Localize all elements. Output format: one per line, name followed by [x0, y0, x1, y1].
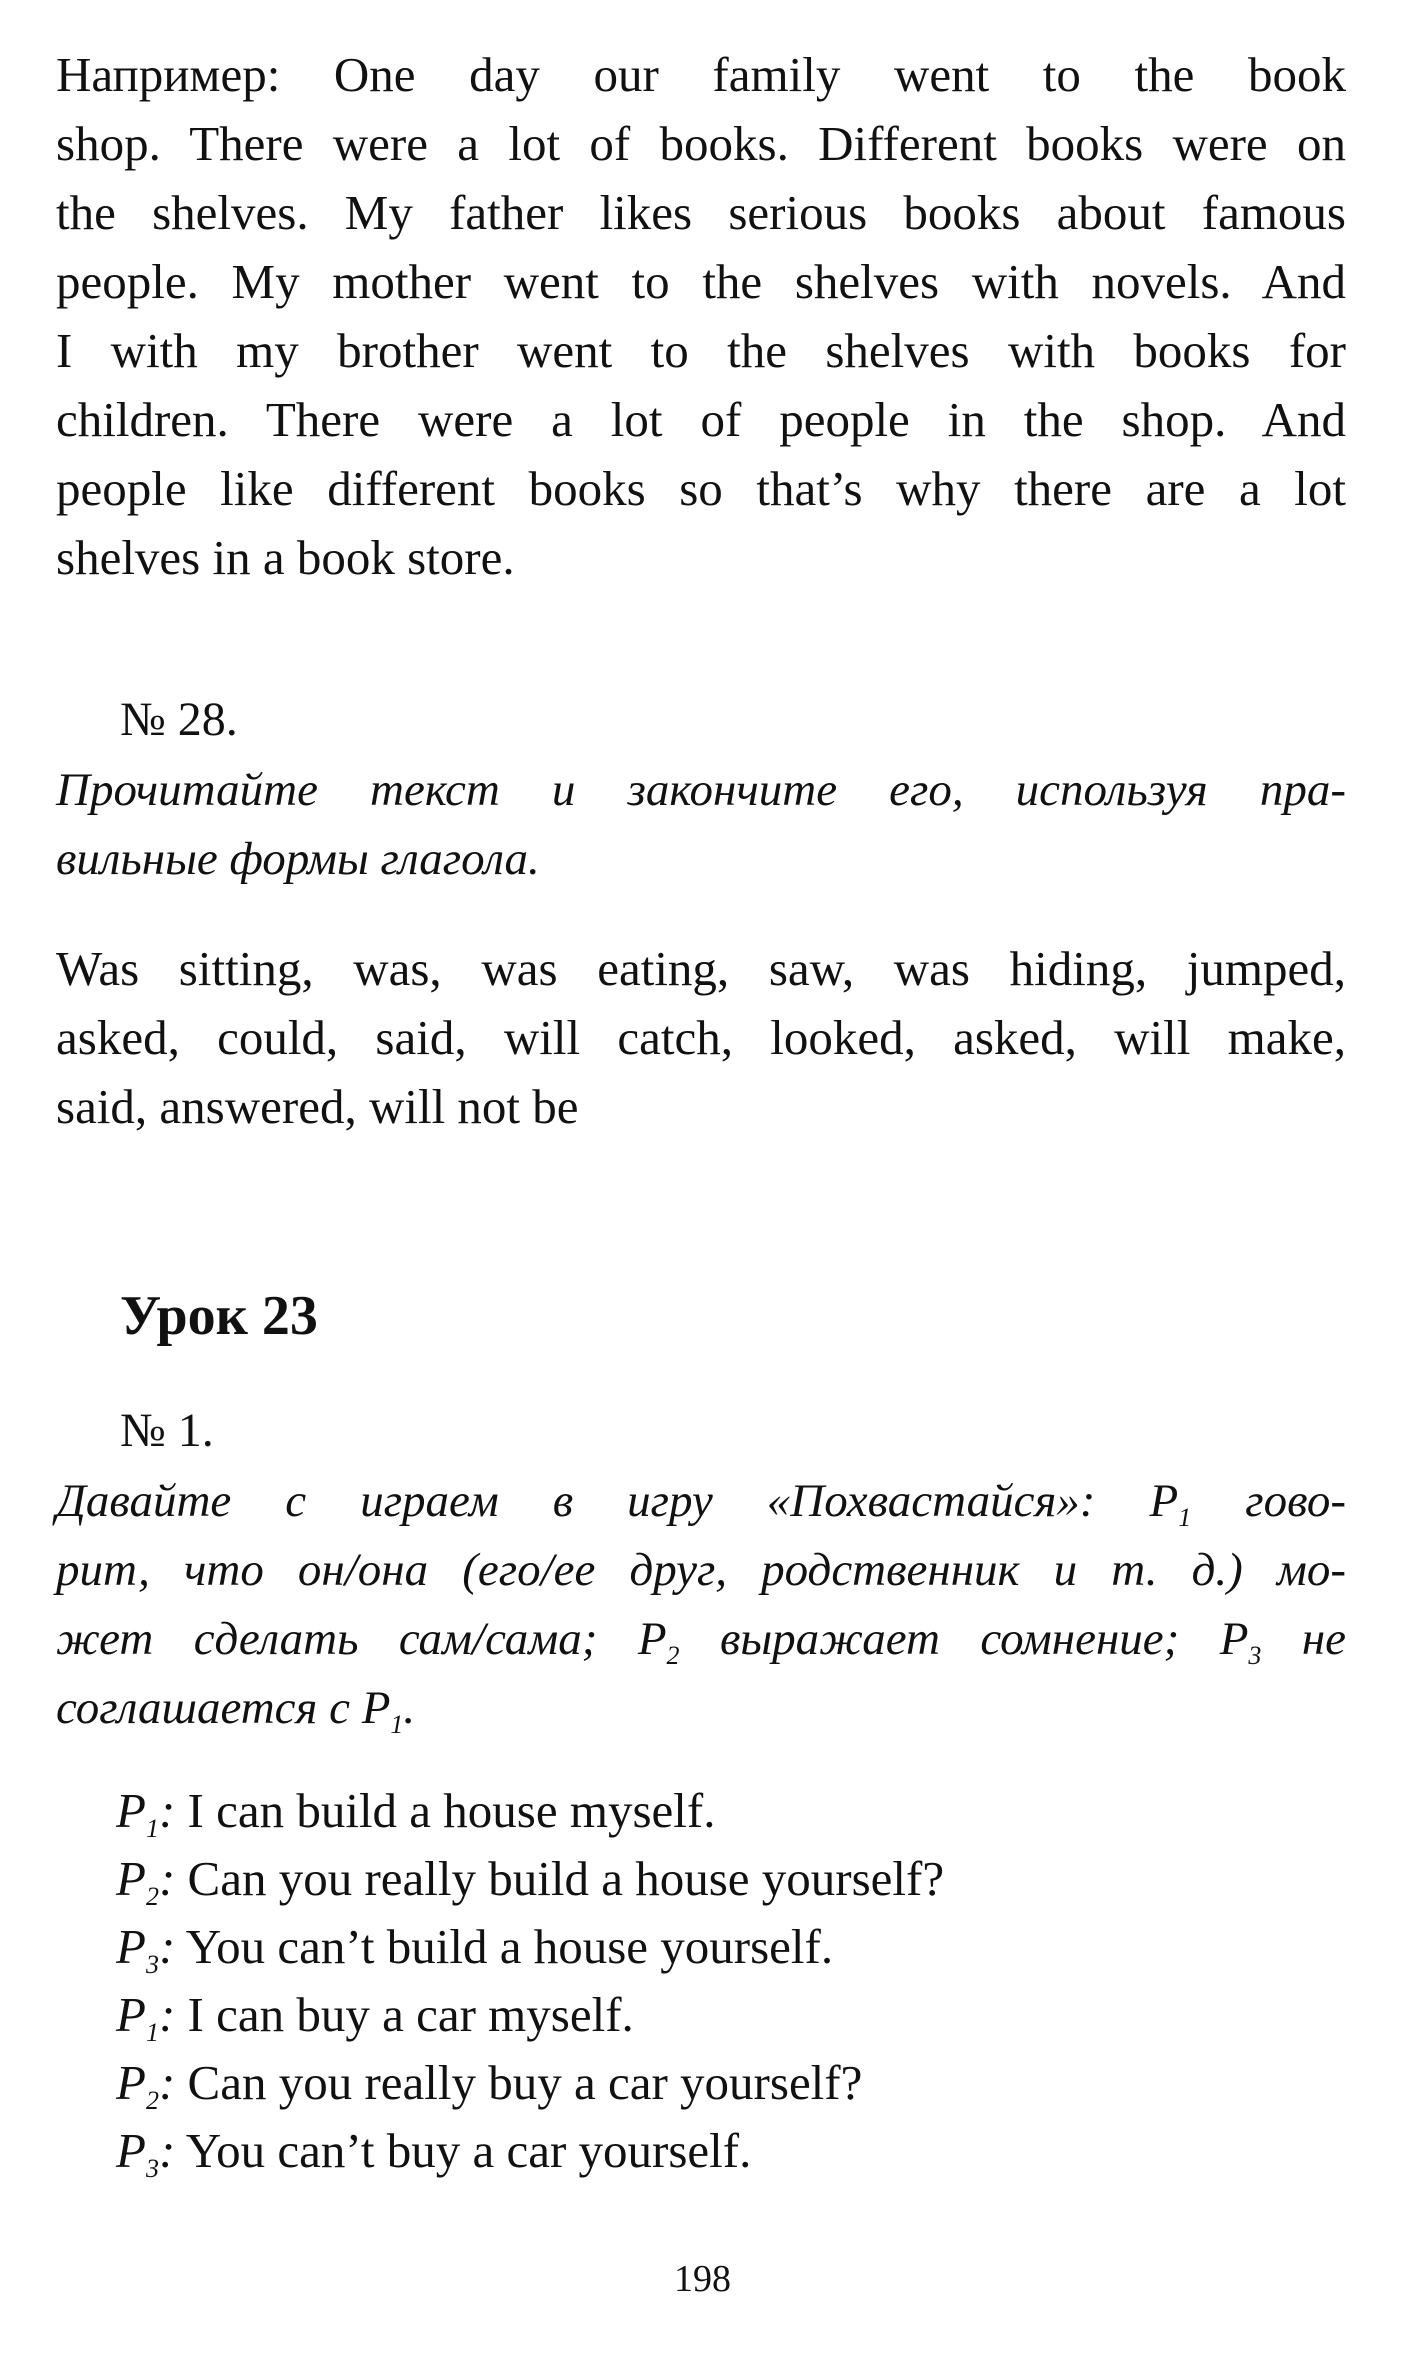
- dialog: [56, 1777, 1346, 2185]
- task-line: соглашается с $P_1$.: [56, 1682, 416, 1739]
- dialog-line: [116, 1913, 1346, 1981]
- dialog-text: Can you really build a house yourself?: [187, 1851, 945, 1906]
- paragraph-line: I with my brother went to the shelves with books for: [56, 323, 1346, 378]
- dialog-line: [116, 1981, 1346, 2049]
- dialog-text: I can buy a car myself.: [187, 1987, 634, 2042]
- dialog-text: I can build a house myself.: [187, 1783, 716, 1838]
- exercise-1-task: [56, 1467, 1346, 1743]
- task-line: Давайте с играем в игру «Похвастайся»: $P_1$ гово-: [56, 1475, 1346, 1532]
- speaker-label: $P_3$:: [116, 2123, 176, 2183]
- page-number: 198: [674, 2258, 731, 2300]
- answer-line: said, answered, will not be: [56, 1079, 579, 1134]
- dialog-line: [116, 1777, 1346, 1845]
- lesson-title: Урок 23: [120, 1285, 318, 1347]
- paragraph-line: people. My mother went to the shelves with novels. And: [56, 254, 1346, 309]
- dialog-text: You can’t buy a car yourself.: [185, 2123, 752, 2178]
- dialog-line: [116, 1845, 1346, 1913]
- speaker-label: $P_3$:: [116, 1919, 176, 1979]
- task-line: жет сделать сам/сама; $P_2$ выражает сомнение; $P_3$ не: [56, 1613, 1346, 1670]
- exercise-28-number: № 28.: [120, 693, 238, 746]
- speaker-label: $P_1$:: [116, 1987, 176, 2047]
- paragraph-line: shop. There were a lot of books. Different books were on: [56, 116, 1346, 171]
- speaker-label: $P_2$:: [116, 1851, 176, 1911]
- speaker-label: $P_1$:: [116, 1783, 176, 1843]
- paragraph-line: children. There were a lot of people in the shop. And: [56, 392, 1346, 447]
- task-line: рит, что он/она (его/ее друг, родственник и т. д.) мо-: [56, 1544, 1346, 1596]
- task-line: вильные формы глагола.: [56, 833, 540, 885]
- exercise-28-task: [56, 756, 1346, 894]
- task-line: Прочитайте текст и закончите его, используя пра-: [56, 764, 1346, 816]
- dialog-text: You can’t build a house yourself.: [185, 1919, 834, 1974]
- exercise-1-number: № 1.: [120, 1404, 214, 1457]
- paragraph-line: the shelves. My father likes serious books about famous: [56, 185, 1346, 240]
- textbook-page: [56, 40, 1346, 2185]
- intro-paragraph: [56, 40, 1346, 592]
- exercise-28-answer: [56, 934, 1346, 1141]
- paragraph-line: people like different books so that’s why there are a lot: [56, 461, 1346, 516]
- paragraph-line: Например: One day our family went to the book: [56, 47, 1346, 102]
- speaker-label: $P_2$:: [116, 2055, 176, 2115]
- dialog-line: [116, 2049, 1346, 2117]
- dialog-line: [116, 2117, 1346, 2185]
- answer-line: asked, could, said, will catch, looked, asked, will make,: [56, 1010, 1346, 1065]
- paragraph-line: shelves in a book store.: [56, 530, 515, 585]
- dialog-text: Can you really buy a car yourself?: [187, 2055, 863, 2110]
- answer-line: Was sitting, was, was eating, saw, was hiding, jumped,: [56, 941, 1346, 996]
